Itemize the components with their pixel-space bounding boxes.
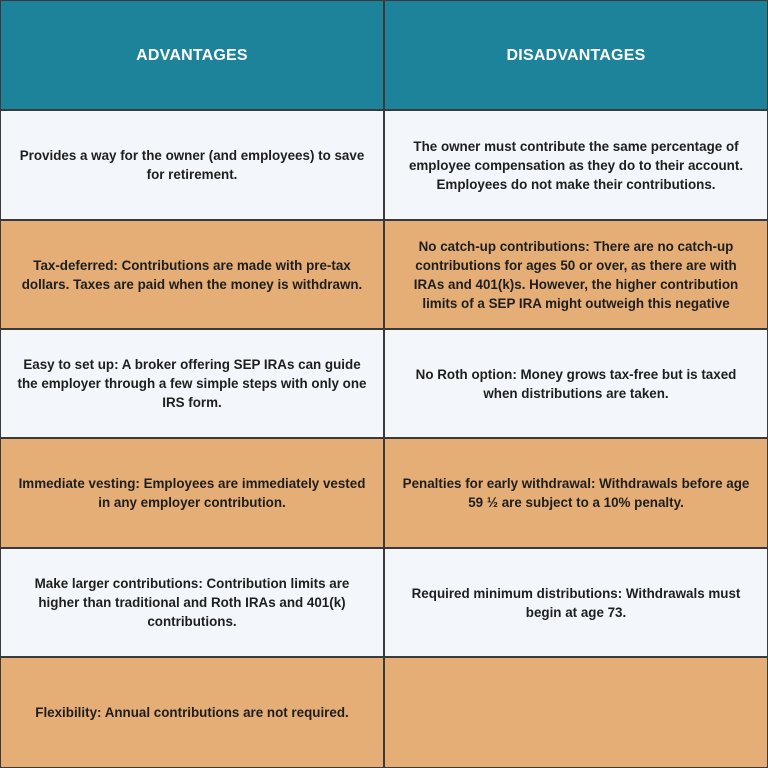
disadvantage-cell-1: The owner must contribute the same percentage of employee compensation as they do to their account. Employees do not make their contributions.: [384, 110, 768, 220]
disadvantage-cell-5: Required minimum distributions: Withdrawals must begin at age 73.: [384, 548, 768, 657]
advantages-header: ADVANTAGES: [0, 0, 384, 110]
advantage-cell-2: Tax-deferred: Contributions are made with pre-tax dollars. Taxes are paid when the money is withdrawn.: [0, 220, 384, 329]
disadvantage-cell-4: Penalties for early withdrawal: Withdrawals before age 59 ½ are subject to a 10% penalty.: [384, 438, 768, 548]
disadvantage-cell-6: [384, 657, 768, 768]
advantage-cell-4: Immediate vesting: Employees are immediately vested in any employer contribution.: [0, 438, 384, 548]
advantage-cell-3: Easy to set up: A broker offering SEP IRAs can guide the employer through a few simple steps with only one IRS form.: [0, 329, 384, 438]
disadvantages-header: DISADVANTAGES: [384, 0, 768, 110]
advantage-cell-5: Make larger contributions: Contribution limits are higher than traditional and Roth IRAs and 401(k) contributions.: [0, 548, 384, 657]
advantage-cell-6: Flexibility: Annual contributions are not required.: [0, 657, 384, 768]
disadvantage-cell-3: No Roth option: Money grows tax-free but is taxed when distributions are taken.: [384, 329, 768, 438]
advantage-cell-1: Provides a way for the owner (and employees) to save for retirement.: [0, 110, 384, 220]
disadvantage-cell-2: No catch-up contributions: There are no catch-up contributions for ages 50 or over, as there are with IRAs and 401(k)s. However, the higher contribution limits of a SEP IRA might outweigh this negative: [384, 220, 768, 329]
